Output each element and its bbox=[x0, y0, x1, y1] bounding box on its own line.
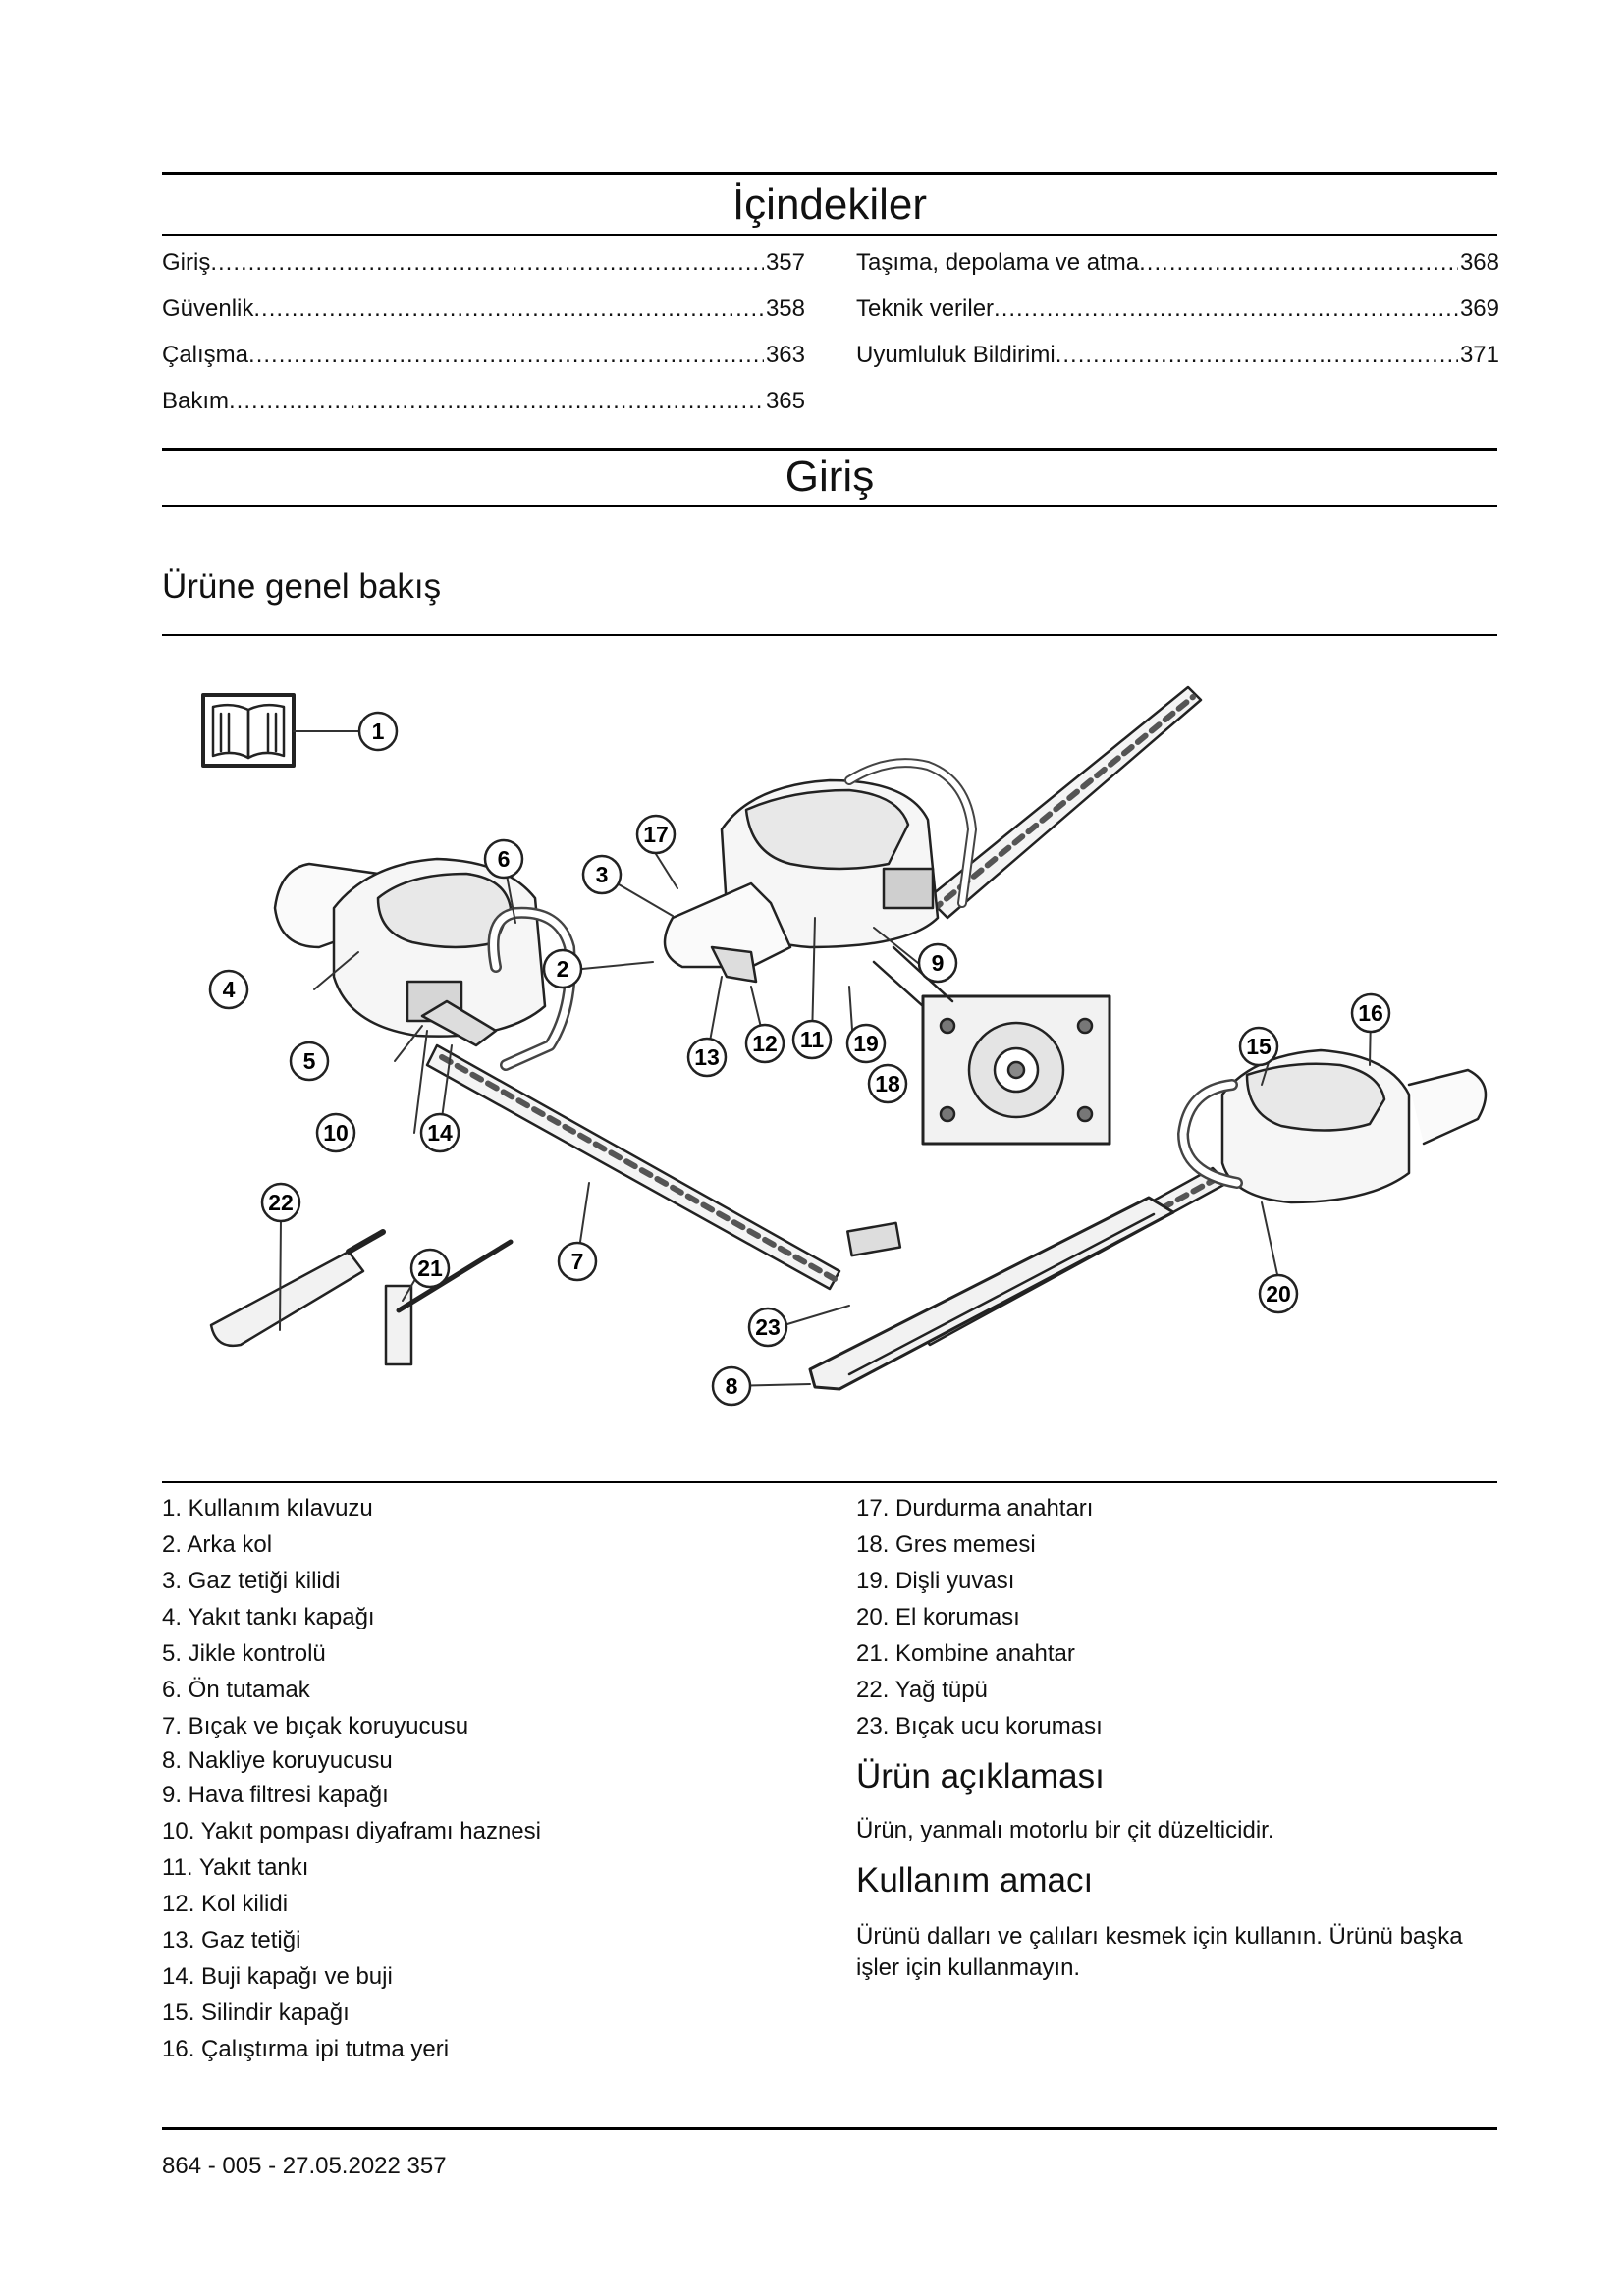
list-item: 17. Durdurma anahtarı bbox=[856, 1495, 1094, 1522]
list-item: 16. Çalıştırma ipi tutma yeri bbox=[162, 2036, 450, 2062]
list-item: 13. Gaz tetiği bbox=[162, 1927, 301, 1953]
callout-22 bbox=[262, 1184, 299, 1221]
parts-list-left bbox=[162, 1490, 541, 2067]
oil-tube bbox=[211, 1232, 383, 1346]
toc-left-column bbox=[162, 249, 805, 434]
list-item: 19. Dişli yuvası bbox=[856, 1568, 1015, 1594]
callout-1 bbox=[359, 713, 397, 750]
callout-11 bbox=[793, 1021, 831, 1058]
list-item: 6. Ön tutamak bbox=[162, 1677, 310, 1703]
callout-4 bbox=[210, 971, 247, 1008]
toc-entry[interactable]: Güvenlik ..... 358 bbox=[162, 295, 805, 342]
intended-use-heading: Kullanım amacı bbox=[856, 1861, 1094, 1899]
callout-12 bbox=[746, 1025, 784, 1062]
toc-top-rule bbox=[162, 172, 1497, 175]
list-item: 18. Gres memesi bbox=[856, 1531, 1036, 1558]
parts-list-right bbox=[856, 1490, 1103, 1744]
list-item: 2. Arka kol bbox=[162, 1531, 273, 1558]
svg-text:7: 7 bbox=[570, 1249, 584, 1274]
svg-text:23: 23 bbox=[755, 1314, 781, 1340]
overview-rule bbox=[162, 634, 1497, 636]
callout-20 bbox=[1260, 1275, 1297, 1312]
list-item: 9. Hava filtresi kapağı bbox=[162, 1782, 389, 1808]
svg-text:20: 20 bbox=[1266, 1281, 1291, 1307]
svg-text:5: 5 bbox=[302, 1048, 316, 1074]
list-item: 7. Bıçak ve bıçak koruyucusu bbox=[162, 1713, 469, 1739]
gear-housing-detail-inset bbox=[874, 947, 1110, 1144]
parts-top-rule bbox=[162, 1481, 1497, 1483]
list-item: 5. Jikle kontrolü bbox=[162, 1640, 326, 1667]
svg-text:21: 21 bbox=[417, 1255, 443, 1281]
list-item: 3. Gaz tetiği kilidi bbox=[162, 1568, 341, 1594]
svg-text:6: 6 bbox=[497, 846, 511, 872]
callout-8 bbox=[713, 1367, 750, 1405]
callout-2 bbox=[544, 950, 581, 988]
toc-title: İçindekiler bbox=[731, 181, 928, 229]
section-title: Giriş bbox=[785, 453, 875, 501]
list-item: 12. Kol kilidi bbox=[162, 1891, 289, 1917]
svg-text:19: 19 bbox=[853, 1031, 879, 1056]
product-overview-diagram bbox=[162, 653, 1497, 1458]
page-footer: 864 - 005 - 27.05.2022 357 bbox=[162, 2153, 447, 2179]
callout-7 bbox=[559, 1243, 596, 1280]
svg-text:11: 11 bbox=[799, 1027, 825, 1052]
product-description-text: Ürün, yanmalı motorlu bir çit düzelticidir. bbox=[856, 1817, 1274, 1843]
svg-text:14: 14 bbox=[427, 1120, 453, 1146]
callout-17 bbox=[637, 816, 675, 853]
callout-19 bbox=[847, 1025, 885, 1062]
svg-text:17: 17 bbox=[643, 822, 669, 847]
section-top-rule bbox=[162, 448, 1497, 451]
manual-book-icon bbox=[203, 695, 294, 766]
svg-text:9: 9 bbox=[931, 950, 945, 976]
callout-13 bbox=[688, 1039, 726, 1076]
callout-3 bbox=[583, 856, 621, 893]
svg-text:4: 4 bbox=[222, 977, 236, 1002]
callout-16 bbox=[1352, 994, 1389, 1032]
intended-use-text: Ürünü dalları ve çalıları kesmek için kullanın. Ürünü başka işler için kullanmayın. bbox=[856, 1923, 1463, 1981]
toc-entry[interactable]: Uyumluluk Bildirimi ..... 371 bbox=[856, 342, 1499, 388]
list-item: 11. Yakıt tankı bbox=[162, 1854, 309, 1881]
footer-rule bbox=[162, 2127, 1497, 2130]
toc-entry[interactable]: Taşıma, depolama ve atma ..... 368 bbox=[856, 249, 1499, 295]
svg-text:1: 1 bbox=[371, 719, 385, 744]
toc-entry[interactable]: Teknik veriler ..... 369 bbox=[856, 295, 1499, 342]
upper-hedge-trimmer bbox=[665, 687, 1201, 982]
list-item: 4. Yakıt tankı kapağı bbox=[162, 1604, 375, 1630]
toc-entry[interactable]: Bakım ..... 365 bbox=[162, 388, 805, 434]
list-item: 8. Nakliye koruyucusu bbox=[162, 1747, 393, 1774]
svg-text:16: 16 bbox=[1358, 1000, 1383, 1026]
svg-text:10: 10 bbox=[323, 1120, 349, 1146]
callout-23 bbox=[749, 1308, 786, 1346]
callout-18 bbox=[869, 1065, 906, 1102]
callout-10 bbox=[317, 1114, 354, 1151]
callout-5 bbox=[291, 1042, 328, 1080]
list-item: 22. Yağ tüpü bbox=[856, 1677, 988, 1703]
list-item: 20. El koruması bbox=[856, 1604, 1020, 1630]
callout-21 bbox=[411, 1250, 449, 1287]
callout-9 bbox=[919, 944, 956, 982]
product-description-heading: Ürün açıklaması bbox=[856, 1757, 1105, 1795]
overview-heading: Ürüne genel bakış bbox=[162, 567, 442, 606]
list-item: 21. Kombine anahtar bbox=[856, 1640, 1075, 1667]
list-item: 1. Kullanım kılavuzu bbox=[162, 1495, 373, 1522]
toc-entry[interactable]: Çalışma ..... 363 bbox=[162, 342, 805, 388]
transport-guard bbox=[810, 1198, 1173, 1389]
toc-right-column bbox=[856, 249, 1499, 388]
list-item: 15. Silindir kapağı bbox=[162, 2000, 350, 2026]
toc-entry[interactable]: Giriş ..... 357 bbox=[162, 249, 805, 295]
svg-text:3: 3 bbox=[595, 862, 609, 887]
list-item: 14. Buji kapağı ve buji bbox=[162, 1963, 393, 1990]
svg-text:8: 8 bbox=[725, 1373, 738, 1399]
list-item: 23. Bıçak ucu koruması bbox=[856, 1713, 1103, 1739]
svg-text:12: 12 bbox=[752, 1031, 778, 1056]
svg-text:2: 2 bbox=[556, 956, 569, 982]
callout-6 bbox=[485, 840, 522, 878]
svg-text:18: 18 bbox=[875, 1071, 900, 1096]
callout-15 bbox=[1240, 1028, 1277, 1065]
list-item: 10. Yakıt pompası diyaframı haznesi bbox=[162, 1818, 541, 1844]
svg-text:22: 22 bbox=[268, 1190, 294, 1215]
svg-text:15: 15 bbox=[1246, 1034, 1272, 1059]
callout-14 bbox=[421, 1114, 459, 1151]
combination-spanner bbox=[386, 1242, 511, 1364]
toc-bottom-rule bbox=[162, 234, 1497, 236]
svg-text:13: 13 bbox=[694, 1044, 720, 1070]
section-bottom-rule bbox=[162, 505, 1497, 507]
